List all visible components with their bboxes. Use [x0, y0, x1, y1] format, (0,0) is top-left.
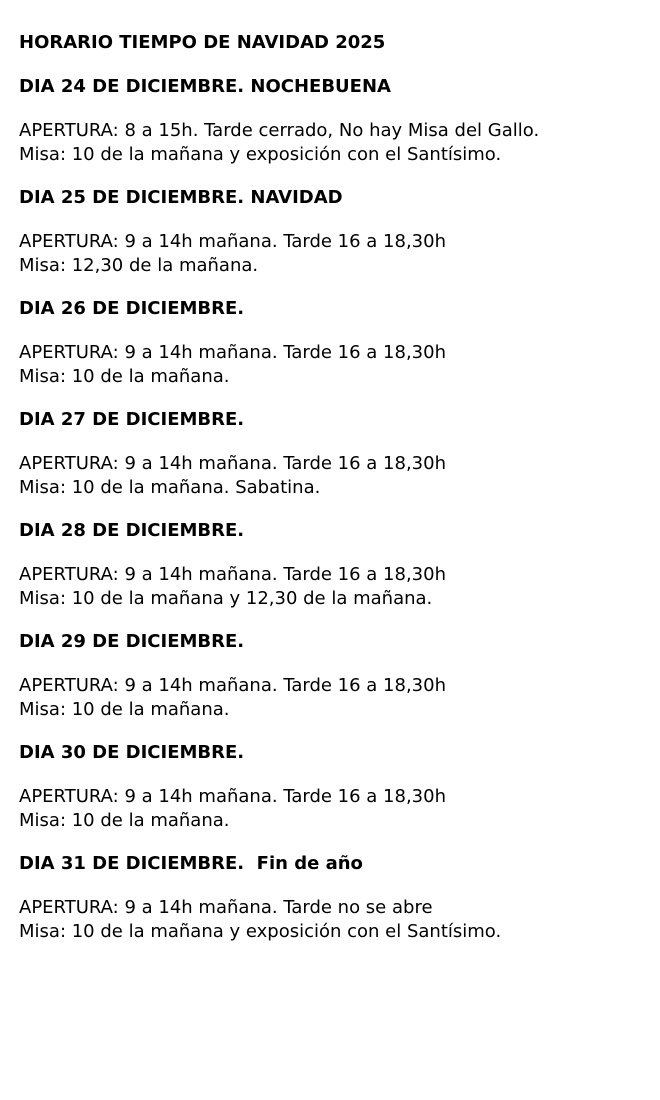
day-heading: DIA 25 DE DICIEMBRE. NAVIDAD: [19, 187, 343, 208]
day-section-28: [19, 518, 649, 611]
opening-hours-text: APERTURA: 9 a 14h mañana. Tarde 16 a 18,30h: [19, 342, 446, 363]
mass-time-text: Misa: 10 de la mañana y 12,30 de la mañana.: [19, 588, 433, 609]
day-section-27: [19, 407, 649, 500]
day-heading: DIA 30 DE DICIEMBRE.: [19, 742, 245, 763]
opening-hours-text: APERTURA: 9 a 14h mañana. Tarde 16 a 18,30h: [19, 564, 446, 585]
day-heading: DIA 28 DE DICIEMBRE.: [19, 520, 245, 541]
opening-hours-text: APERTURA: 9 a 14h mañana. Tarde 16 a 18,30h: [19, 786, 446, 807]
mass-time-text: Misa: 10 de la mañana. Sabatina.: [19, 477, 321, 498]
mass-time-text: Misa: 10 de la mañana.: [19, 366, 230, 387]
day-heading: DIA 29 DE DICIEMBRE.: [19, 631, 245, 652]
opening-hours-text: APERTURA: 9 a 14h mañana. Tarde no se abre: [19, 897, 433, 918]
day-heading: DIA 31 DE DICIEMBRE. Fin de año: [19, 853, 363, 874]
day-heading: DIA 24 DE DICIEMBRE. NOCHEBUENA: [19, 76, 391, 97]
day-section-25: [19, 185, 649, 278]
document-title: HORARIO TIEMPO DE NAVIDAD 2025: [19, 32, 386, 53]
mass-time-text: Misa: 10 de la mañana.: [19, 810, 230, 831]
day-heading: DIA 26 DE DICIEMBRE.: [19, 298, 245, 319]
opening-hours-text: APERTURA: 9 a 14h mañana. Tarde 16 a 18,30h: [19, 453, 446, 474]
opening-hours-text: APERTURA: 9 a 14h mañana. Tarde 16 a 18,30h: [19, 231, 446, 252]
mass-time-text: Misa: 10 de la mañana.: [19, 699, 230, 720]
schedule-document: [19, 30, 649, 962]
opening-hours-text: APERTURA: 9 a 14h mañana. Tarde 16 a 18,30h: [19, 675, 446, 696]
day-section-24: [19, 74, 649, 167]
day-section-31: [19, 851, 649, 944]
day-section-29: [19, 629, 649, 722]
day-heading: DIA 27 DE DICIEMBRE.: [19, 409, 245, 430]
opening-hours-text: APERTURA: 8 a 15h. Tarde cerrado, No hay Misa del Gallo.: [19, 120, 540, 141]
mass-time-text: Misa: 10 de la mañana y exposición con el Santísimo.: [19, 144, 502, 165]
mass-time-text: Misa: 10 de la mañana y exposición con el Santísimo.: [19, 921, 502, 942]
day-section-26: [19, 296, 649, 389]
mass-time-text: Misa: 12,30 de la mañana.: [19, 255, 259, 276]
day-section-30: [19, 740, 649, 833]
